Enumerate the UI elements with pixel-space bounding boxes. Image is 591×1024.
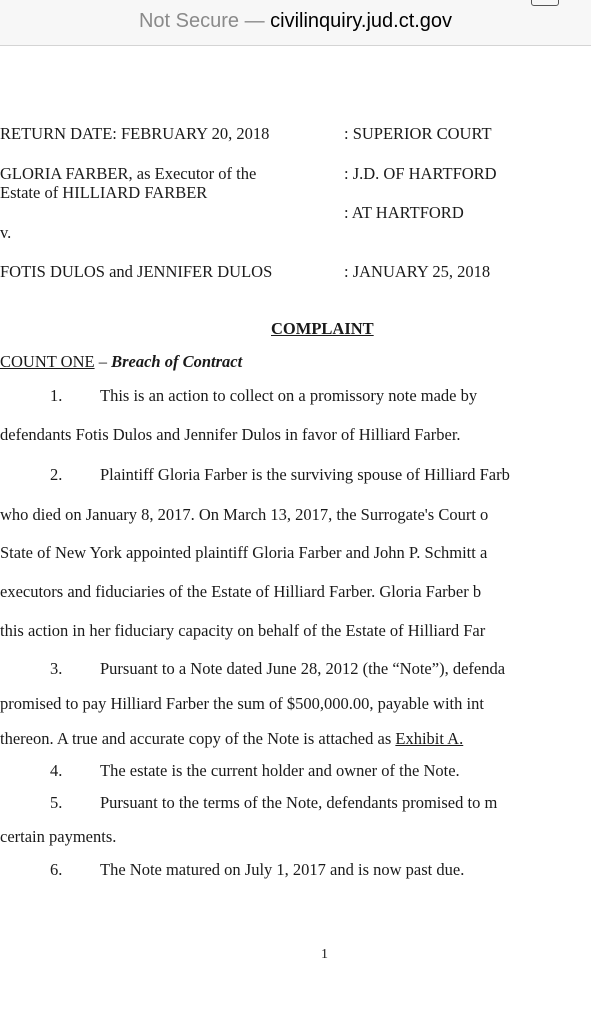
paragraph-text: thereon. A true and accurate copy of the Note is attached as <box>0 729 396 748</box>
exhibit-reference: Exhibit A. <box>395 729 464 748</box>
paragraph-line: The Note matured on July 1, 2017 and is now past due. <box>100 860 465 879</box>
court-name: : SUPERIOR COURT <box>344 124 492 143</box>
count-heading <box>0 353 242 371</box>
paragraph-number: 4. <box>50 761 63 780</box>
paragraph-line: State of New York appointed plaintiff Gloria Farber and John P. Schmitt a <box>0 543 488 562</box>
count-subtitle: Breach of Contract <box>111 352 243 371</box>
url-host: civilinquiry.jud.ct.gov <box>270 10 453 32</box>
defendants: FOTIS DULOS and JENNIFER DULOS <box>0 262 273 281</box>
battery-icon <box>531 0 559 6</box>
paragraph-line: certain payments. <box>0 827 117 846</box>
paragraph-line: This is an action to collect on a promissory note made by <box>100 386 478 405</box>
page-number: 1 <box>321 947 328 962</box>
count-label: COUNT ONE <box>0 352 95 371</box>
paragraph-line: this action in her fiduciary capacity on behalf of the Estate of Hilliard Far <box>0 621 486 640</box>
browser-address-bar[interactable] <box>0 0 591 46</box>
not-secure-label: Not Secure <box>138 10 239 32</box>
status-bar <box>0 0 591 6</box>
document-page <box>0 46 591 1024</box>
paragraph-number: 5. <box>50 793 63 812</box>
paragraph-line <box>0 730 463 748</box>
paragraph-line: defendants Fotis Dulos and Jennifer Dulos in favor of Hilliard Farber. <box>0 425 461 444</box>
caption-date: : JANUARY 25, 2018 <box>344 262 491 281</box>
count-dash: – <box>94 352 112 371</box>
paragraph-number: 2. <box>50 465 63 484</box>
paragraph-number: 1. <box>50 386 63 405</box>
court-location: : AT HARTFORD <box>344 203 464 222</box>
paragraph-line: The estate is the current holder and owner of the Note. <box>100 761 460 780</box>
paragraph-line: Pursuant to a Note dated June 28, 2012 (the “Note”), defenda <box>100 659 506 678</box>
document-title: COMPLAINT <box>271 319 374 338</box>
paragraph-number: 6. <box>50 860 63 879</box>
versus: v. <box>0 223 12 242</box>
return-date: RETURN DATE: FEBRUARY 20, 2018 <box>0 124 270 143</box>
judicial-district: : J.D. OF HARTFORD <box>344 164 497 183</box>
paragraph-line: promised to pay Hilliard Farber the sum of $500,000.00, payable with int <box>0 694 484 713</box>
paragraph-line: Plaintiff Gloria Farber is the surviving spouse of Hilliard Farb <box>100 465 510 484</box>
paragraph-number: 3. <box>50 659 63 678</box>
paragraph-line: Pursuant to the terms of the Note, defendants promised to m <box>100 793 498 812</box>
url-separator: — <box>244 10 265 32</box>
plaintiff-line-1: GLORIA FARBER, as Executor of the <box>0 164 257 183</box>
paragraph-line: executors and fiduciaries of the Estate of Hilliard Farber. Gloria Farber b <box>0 582 482 601</box>
paragraph-line: who died on January 8, 2017. On March 13, 2017, the Surrogate's Court o <box>0 505 489 524</box>
plaintiff-line-2: Estate of HILLIARD FARBER <box>0 183 208 202</box>
url-display[interactable] <box>0 10 591 33</box>
